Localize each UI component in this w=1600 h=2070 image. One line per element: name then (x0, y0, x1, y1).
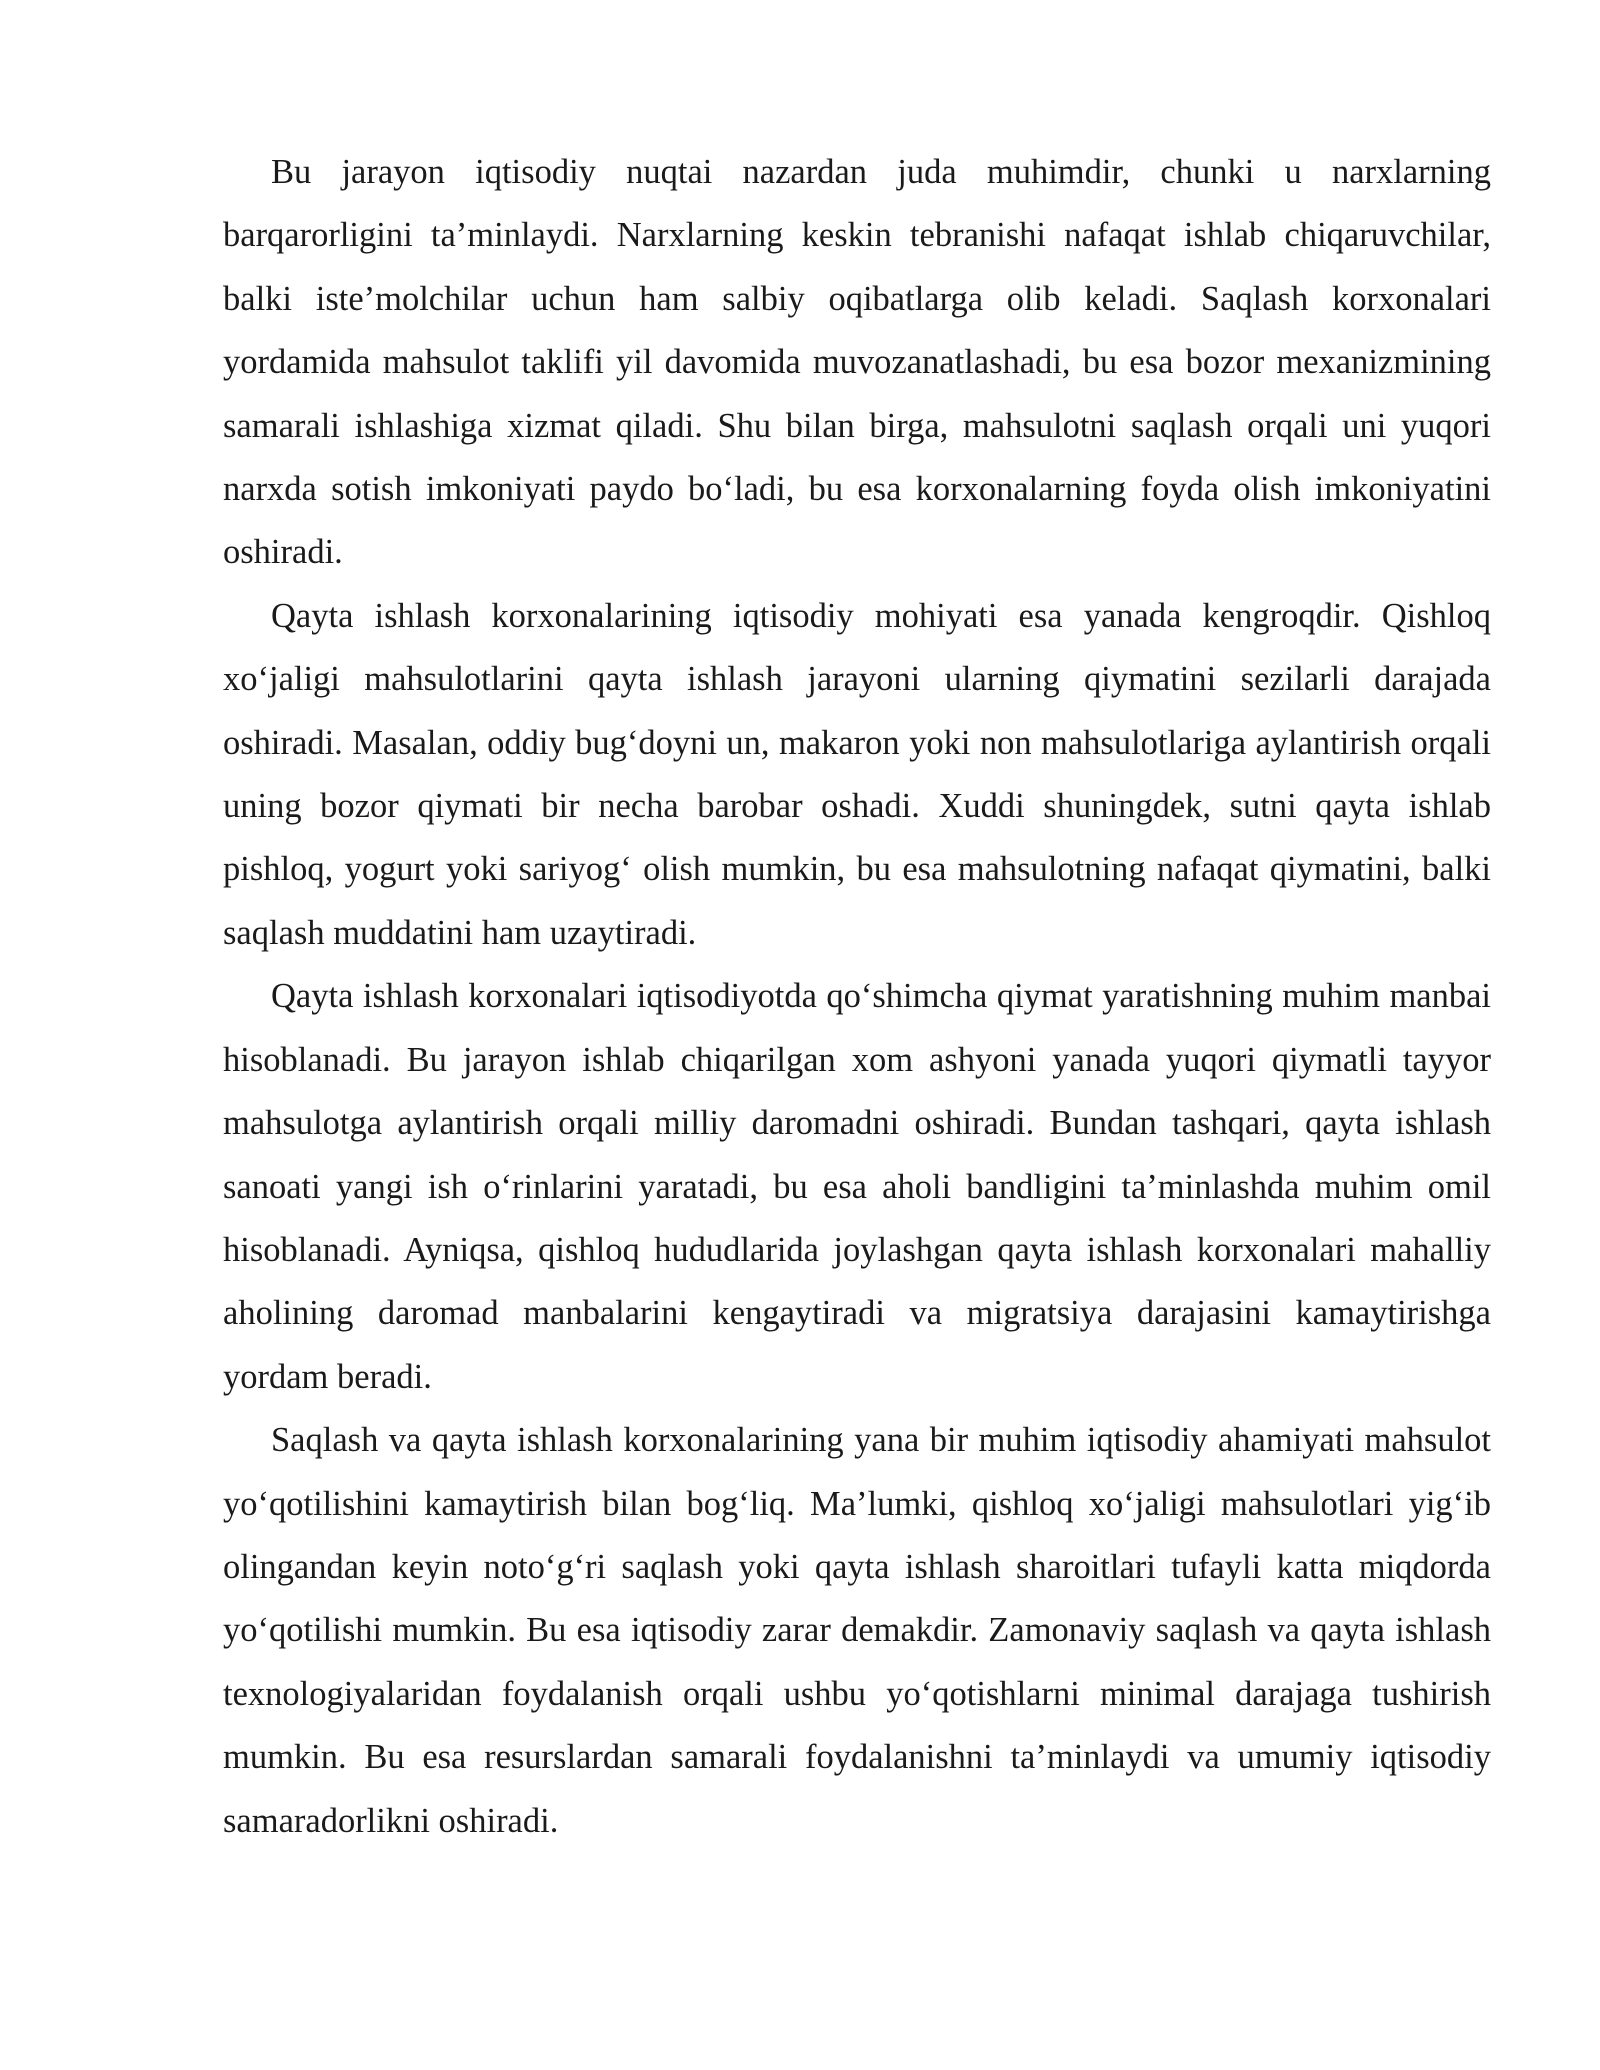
paragraph-2: Qayta ishlash korxonalarining iqtisodiy mohiyati esa yanada kengroqdir. Qishloq xo‘jaligi mahsulotlarini qayta ishlash jarayoni ularning qiymatini sezilarli darajada oshiradi. Masalan, oddiy bug‘doyni un, makaron yoki non mahsulotlariga aylantirish orqali uning bozor qiymati bir necha barobar oshadi. Xuddi shuningdek, sutni qayta ishlab pishloq, yogurt yoki sariyog‘ olish mumkin, bu esa mahsulotning nafaqat qiymatini, balki saqlash muddatini ham uzaytiradi. (223, 596, 1491, 952)
document-body (223, 141, 1491, 1853)
paragraph-1: Bu jarayon iqtisodiy nuqtai nazardan juda muhimdir, chunki u narxlarning barqarorligini ta’minlaydi. Narxlarning keskin tebranishi nafaqat ishlab chiqaruvchilar, balki iste’molchilar uchun ham salbiy oqibatlarga olib keladi. Saqlash korxonalari yordamida mahsulot taklifi yil davomida muvozanatlashadi, bu esa bozor mexanizmining samarali ishlashiga xizmat qiladi. Shu bilan birga, mahsulotni saqlash orqali uni yuqori narxda sotish imkoniyati paydo bo‘ladi, bu esa korxonalarning foyda olish imkoniyatini oshiradi. (223, 153, 1491, 572)
paragraph-3: Qayta ishlash korxonalari iqtisodiyotda qo‘shimcha qiymat yaratishning muhim manbai hisoblanadi. Bu jarayon ishlab chiqarilgan xom ashyoni yanada yuqori qiymatli tayyor mahsulotga aylantirish orqali milliy daromadni oshiradi. Bundan tashqari, qayta ishlash sanoati yangi ish o‘rinlarini yaratadi, bu esa aholi bandligini ta’minlashda muhim omil hisoblanadi. Ayniqsa, qishloq hududlarida joylashgan qayta ishlash korxonalari mahalliy aholining daromad manbalarini kengaytiradi va migratsiya darajasini kamaytirishga yordam beradi. (223, 977, 1491, 1396)
paragraph-4: Saqlash va qayta ishlash korxonalarining yana bir muhim iqtisodiy ahamiyati mahsulot yo‘qotilishini kamaytirish bilan bog‘liq. Ma’lumki, qishloq xo‘jaligi mahsulotlari yig‘ib olingandan keyin noto‘g‘ri saqlash yoki qayta ishlash sharoitlari tufayli katta miqdorda yo‘qotilishi mumkin. Bu esa iqtisodiy zarar demakdir. Zamonaviy saqlash va qayta ishlash texnologiyalaridan foydalanish orqali ushbu yo‘qotishlarni minimal darajaga tushirish mumkin. Bu esa resurslardan samarali foydalanishni ta’minlaydi va umumiy iqtisodiy samaradorlikni oshiradi. (223, 1421, 1491, 1840)
